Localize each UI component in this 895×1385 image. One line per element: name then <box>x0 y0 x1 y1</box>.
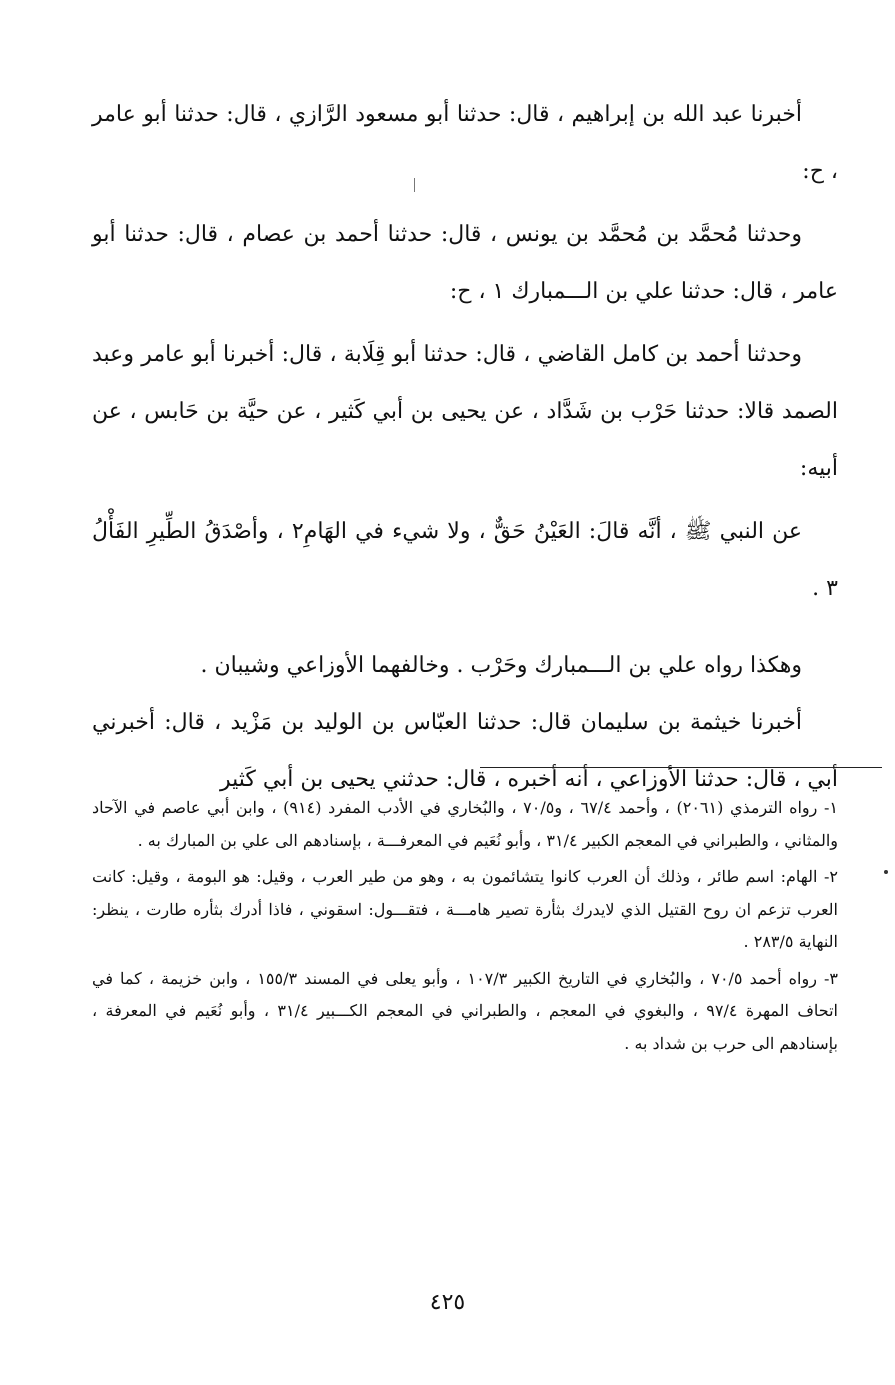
scan-speck <box>884 870 888 874</box>
main-text <box>92 86 838 808</box>
page-number: ٤٢٥ <box>429 1290 466 1315</box>
paragraph-2: وحدثنا مُحمَّد بن مُحمَّد بن يونس ، قال: حدثنا أحمد بن عصام ، قال: حدثنا أبو عامر ، قال: حدثنا علي بن الـــمبارك ١ ، ح: <box>92 222 838 304</box>
paragraph-6: أخبرنا خيثمة بن سليمان قال: حدثنا العبّاس بن الوليد بن مَزْيد ، قال: أخبرني أبي ، قال: حدثنا الأوزاعي ، أنه أخبره ، قال: حدثني يحيى بن أبي كَثير <box>92 710 838 792</box>
footnote-3: ٣- رواه أحمد ٧٠/٥ ، والبُخاري في التاريخ الكبير ١٠٧/٣ ، وأبو يعلى في المسند ١٥٥/٣ ، وابن خزيمة ، كما في اتحاف المهرة ٩٧/٤ ، والبغوي في المعجم ، والطبراني في المعجم الكـــبير ٣١/٤ ، وأبو نُعَيم في المعرفة ، بإسنادهم الى حرب بن شداد به . <box>92 968 839 1053</box>
paragraph-3: وحدثنا أحمد بن كامل القاضي ، قال: حدثنا أبو قِلَابة ، قال: أخبرنا أبو عامر وعبد الصمد قالا: حدثنا حَرْب بن شَدَّاد ، عن يحيى بن أبي كَثير ، عن حيَّة بن حَابس ، عن أبيه: <box>92 342 838 481</box>
footnote-separator <box>480 767 882 768</box>
paragraph-5: وهكذا رواه علي بن الـــمبارك وحَرْب . وخالفهما الأوزاعي وشيبان . <box>200 653 802 678</box>
footnote-1: ١- رواه الترمذي (٢٠٦١) ، وأحمد ٦٧/٤ ، و٧٠/٥ ، والبُخاري في الأدب المفرد (٩١٤) ، وابن أبي عاصم في الآحاد والمثاني ، والطبراني في المعجم الكبير ٣١/٤ ، وأبو نُعَيم في المعرفـــة ، بإسنادهم الى علي بن المبارك به . <box>92 798 839 850</box>
paragraph-4: عن النبي ﷺ ، أنَّه قالَ: العَيْنُ حَقٌّ ، ولا شيء في الهَامِ٢ ، وأصْدَقُ الطِّيرِ الفَأْلُ ٣ . <box>92 519 838 601</box>
scan-mark <box>414 178 415 192</box>
footnote-2: ٢- الهام: اسم طائر ، وذلك أن العرب كانوا يتشائمون به ، وهو من طير العرب ، وقيل: هو البومة ، وقيل: كانت العرب تزعم ان روح القتيل الذي لايدرك بثأرة تصير هامـــة ، فتقـــول: اسقوني ، فاذا أدرك بثأره طارت ، ينظر: النهاية ٢٨٣/٥ . <box>92 867 838 951</box>
footnotes <box>92 792 838 1064</box>
paragraph-1: أخبرنا عبد الله بن إبراهيم ، قال: حدثنا أبو مسعود الرَّازي ، قال: حدثنا أبو عامر ، ح: <box>92 102 838 184</box>
